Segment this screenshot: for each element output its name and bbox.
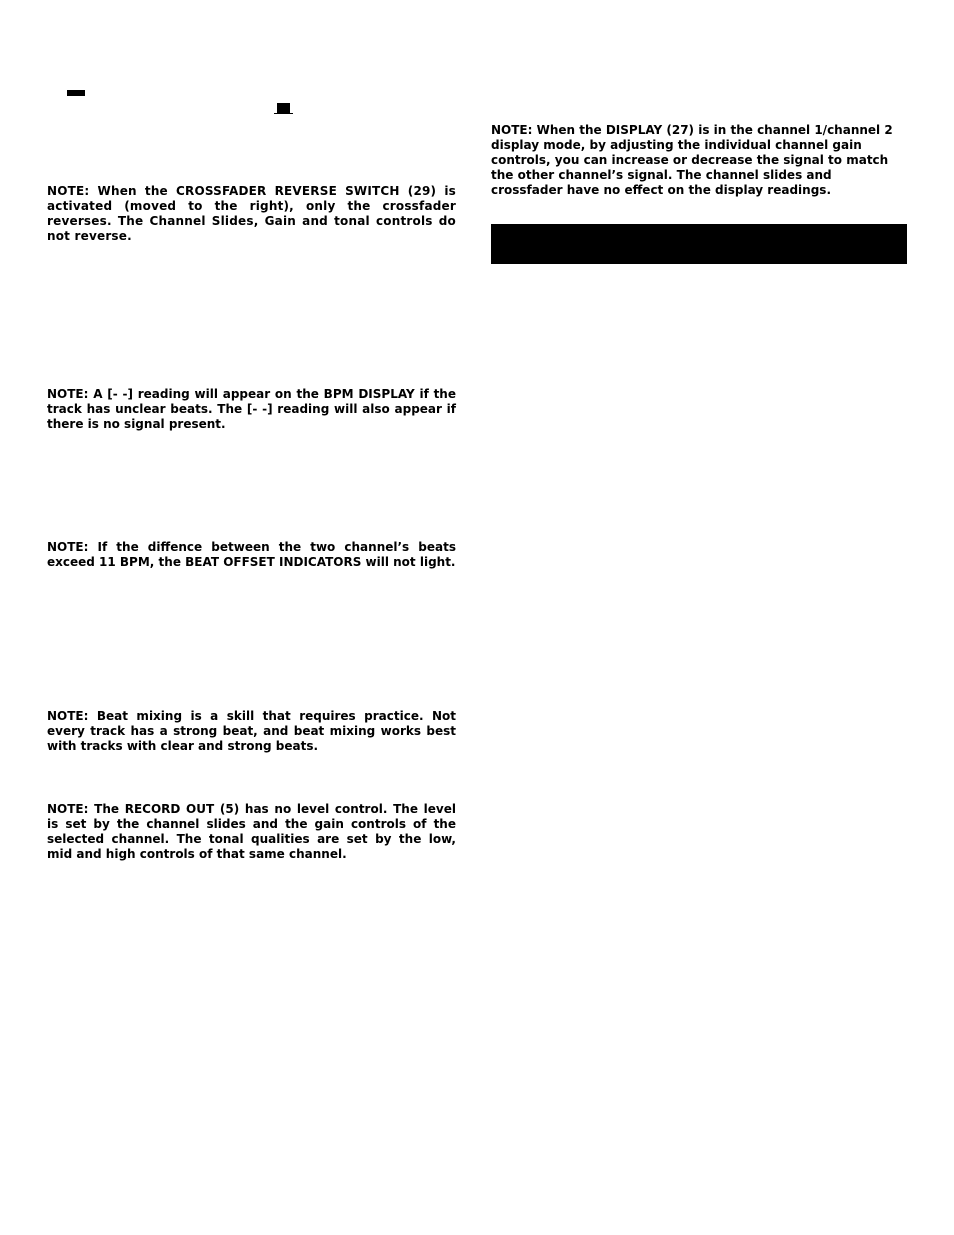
note-crossfader-reverse: NOTE: When the CROSSFADER REVERSE SWITCH (29) is activated (moved to the right), only the crossfader reverses. The Channel Slides, Gain and tonal controls do not reverse.	[47, 184, 456, 243]
note-record-out: NOTE: The RECORD OUT (5) has no level control. The level is set by the channel slides and the gain controls of the selected channel. The tonal qualities are set by the low, mid and high controls of that same channel.	[47, 802, 456, 861]
fader-marker-small	[67, 90, 85, 96]
section-header-bar	[491, 224, 907, 264]
note-bpm-display: NOTE: A [- -] reading will appear on the BPM DISPLAY if the track has unclear beats. The [- -] reading will also appear if there is no signal present.	[47, 387, 456, 431]
note-beat-offset: NOTE: If the diffence between the two channel’s beats exceed 11 BPM, the BEAT OFFSET INDICATORS will not light.	[47, 540, 456, 569]
fader-marker-underline	[274, 113, 293, 114]
note-beat-mixing: NOTE: Beat mixing is a skill that requires practice. Not every track has a strong beat, and beat mixing works best with tracks with clear and strong beats.	[47, 709, 456, 753]
note-display-mode: NOTE: When the DISPLAY (27) is in the channel 1/channel 2 display mode, by adjusting the individual channel gain controls, you can increase or decrease the signal to match the other channel’s signal. The channel slides and crossfader have no effect on the display readings.	[491, 123, 893, 197]
